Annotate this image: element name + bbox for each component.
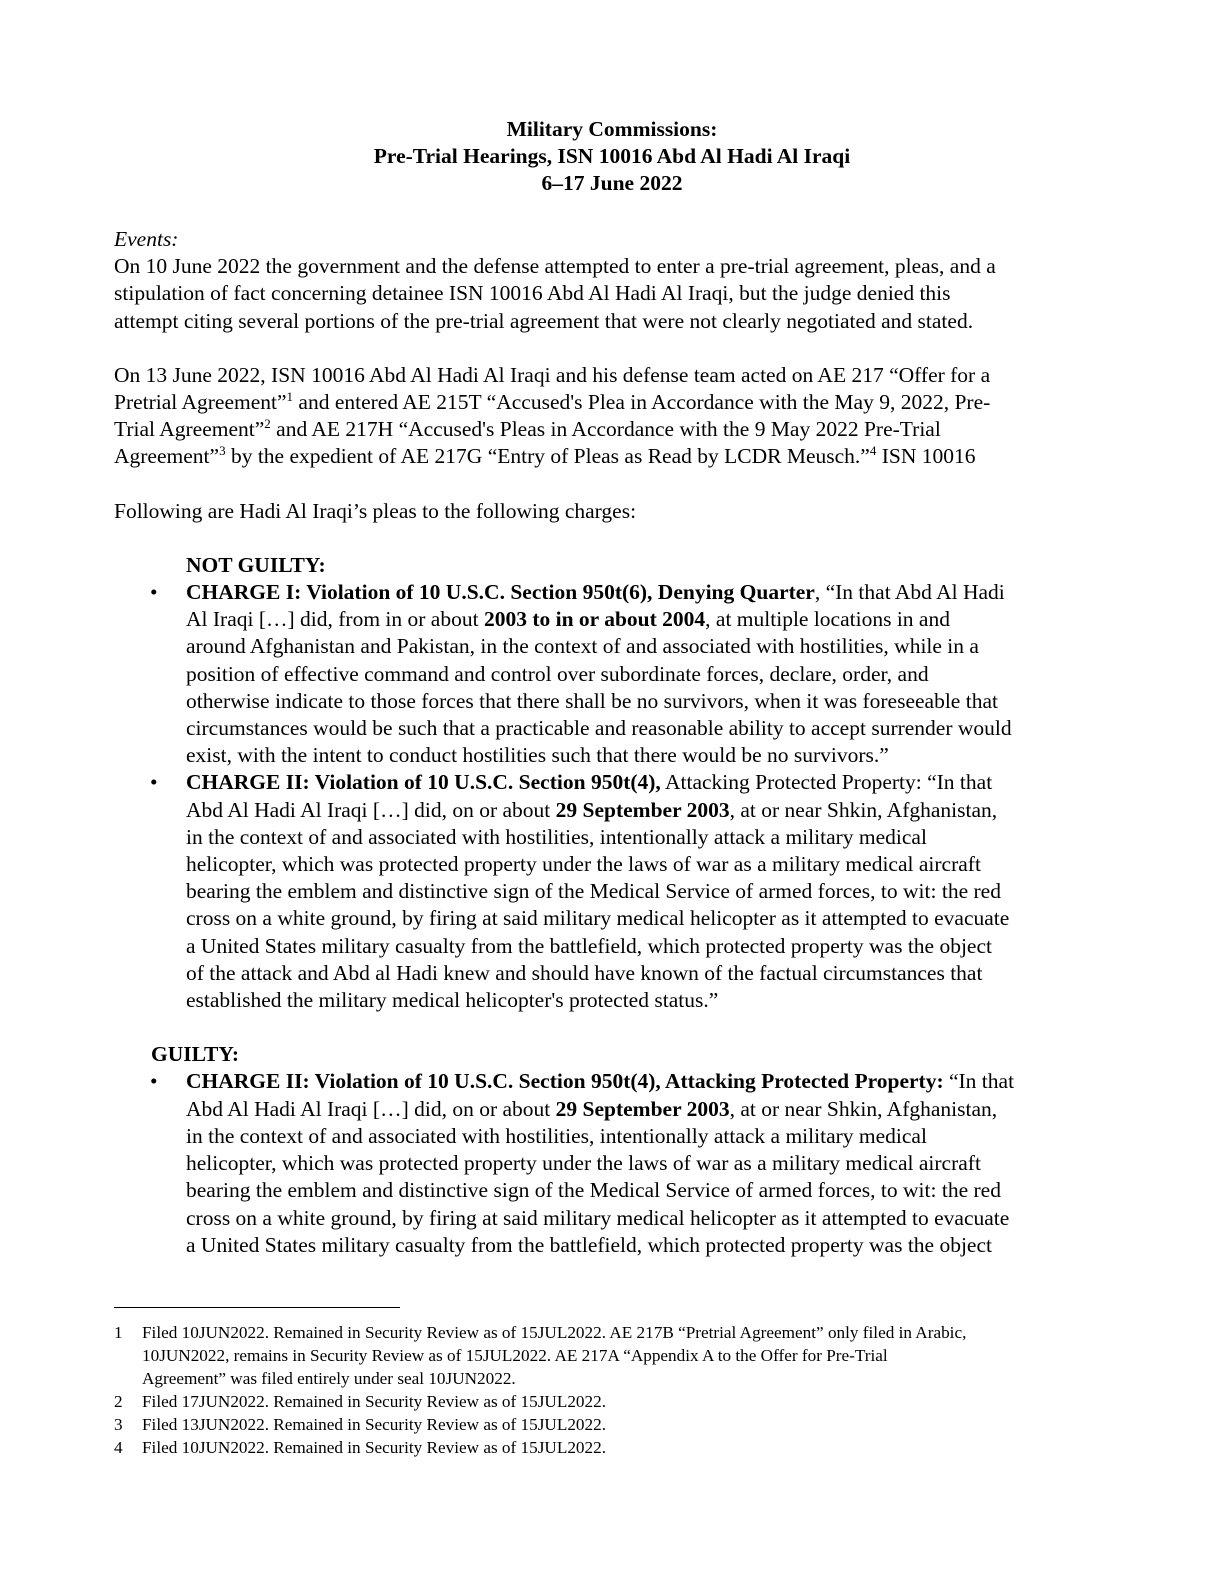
footnotes	[114, 1321, 1114, 1459]
footnote-number: 4	[114, 1438, 123, 1457]
text-line	[114, 389, 1114, 416]
not-guilty-heading: NOT GUILTY:	[186, 552, 326, 577]
text-line: otherwise indicate to those forces that there shall be no survivors, when it was foreseeable that	[186, 688, 998, 713]
text-line: On 13 June 2022, ISN 10016 Abd Al Hadi Al Iraqi and his defense team acted on AE 217 “Offer for a	[114, 362, 991, 387]
text-run: Attacking Protected Property: “In that	[660, 770, 993, 795]
text-line	[186, 1068, 1114, 1095]
title-line-3: 6–17 June 2022	[541, 171, 683, 195]
text-line: around Afghanistan and Pakistan, in the context of and associated with hostilities, while in a	[186, 634, 979, 659]
charge-title: CHARGE I: Violation of 10 U.S.C. Section 950t(6), Denying Quarter	[186, 580, 815, 605]
text-line: established the military medical helicopter's protected status.”	[186, 988, 719, 1013]
text-line: position of effective command and control over subordinate forces, declare, order, and	[186, 661, 929, 686]
text-line: helicopter, which was protected property under the laws of war as a military medical aircraft	[186, 852, 981, 877]
footnote-ref-3: 3	[219, 443, 226, 459]
text-line	[114, 443, 1114, 470]
guilty-heading: GUILTY:	[151, 1042, 240, 1067]
charge-item-attacking-protected-property	[114, 769, 1114, 1014]
text-run: Agreement”	[114, 444, 220, 469]
text-line: circumstances would be such that a practicable and reasonable ability to accept surrender would	[186, 716, 1012, 741]
title-line-2: Pre-Trial Hearings, ISN 10016 Abd Al Hadi Al Iraqi	[373, 144, 851, 168]
text-line	[114, 416, 1114, 443]
text-line	[186, 1096, 1114, 1123]
text-line: bearing the emblem and distinctive sign of the Medical Service of armed forces, to wit: the red	[186, 1178, 1001, 1203]
text-line: stipulation of fact concerning detainee ISN 10016 Abd Al Hadi Al Iraqi, but the judge denied this	[114, 281, 951, 306]
text-line: a United States military casualty from the battlefield, which protected property was the object	[186, 1232, 992, 1257]
text-line: attempt citing several portions of the pre-trial agreement that were not clearly negotiated and stated.	[114, 308, 974, 333]
document-body	[114, 226, 1114, 1259]
footnote-4	[114, 1436, 1114, 1459]
text-run: “In that	[943, 1069, 1015, 1094]
footnote-number: 1	[114, 1323, 123, 1342]
text-line: a United States military casualty from the battlefield, which protected property was the object	[186, 933, 992, 958]
footnote-ref-2: 2	[264, 416, 271, 432]
text-run: by the expedient of AE 217G “Entry of Pleas as Read by LCDR Meusch.”	[225, 444, 870, 469]
not-guilty-list	[114, 579, 1114, 1014]
text-line: cross on a white ground, by firing at said military medical helicopter as it attempted to evacuate	[186, 1205, 1010, 1230]
text-run: , “In that Abd Al Hadi	[814, 580, 1005, 605]
text-line	[186, 797, 1114, 824]
text-run: , at multiple locations in and	[705, 607, 950, 632]
events-label: Events:	[114, 227, 179, 251]
guilty-list	[114, 1068, 1114, 1258]
footnote-line: Filed 13JUN2022. Remained in Security Review as of 15JUL2022.	[142, 1415, 607, 1434]
text-run: Abd Al Hadi Al Iraqi […] did, on or about	[186, 1096, 556, 1121]
text-run: Al Iraqi […] did, from in or about	[186, 607, 484, 632]
charge-title: CHARGE II: Violation of 10 U.S.C. Section 950t(4), Attacking Protected Property:	[186, 1069, 944, 1094]
footnote-2	[114, 1390, 1114, 1413]
footnote-ref-1: 1	[286, 388, 294, 404]
text-line: helicopter, which was protected property under the laws of war as a military medical aircraft	[186, 1151, 981, 1176]
footnote-divider	[114, 1307, 400, 1308]
title-line-1: Military Commissions:	[506, 117, 718, 141]
bullet-icon: •	[150, 770, 158, 795]
footnote-ref-4: 4	[869, 443, 877, 459]
footnote-line: Filed 10JUN2022. Remained in Security Review as of 15JUL2022. AE 217B “Pretrial Agreement” only filed in Arabic,	[142, 1323, 967, 1342]
charge-dates: 2003 to in or about 2004	[483, 607, 706, 632]
text-line	[186, 769, 1114, 796]
footnote-number: 2	[114, 1392, 123, 1411]
footnote-line: Filed 17JUN2022. Remained in Security Review as of 15JUL2022.	[142, 1392, 607, 1411]
text-line: cross on a white ground, by firing at said military medical helicopter as it attempted to evacuate	[186, 906, 1010, 931]
text-run: Trial Agreement”	[114, 417, 265, 442]
text-run: and entered AE 215T “Accused's Plea in Accordance with the May 9, 2022, Pre-	[293, 390, 991, 415]
charge-date: 29 September 2003	[555, 1096, 730, 1121]
paragraph-following-pleas: Following are Hadi Al Iraqi’s pleas to the following charges:	[114, 498, 637, 523]
text-run: and AE 217H “Accused's Pleas in Accordance with the 9 May 2022 Pre-Trial	[270, 417, 941, 442]
text-line: in the context of and associated with hostilities, intentionally attack a military medical	[186, 824, 927, 849]
footnote-3	[114, 1413, 1114, 1436]
charge-item-attacking-protected-property	[114, 1068, 1114, 1258]
text-line	[186, 606, 1114, 633]
document-title	[0, 116, 1224, 197]
charge-item-denying-quarter	[114, 579, 1114, 769]
text-line: in the context of and associated with hostilities, intentionally attack a military medical	[186, 1123, 927, 1148]
footnote-line: Filed 10JUN2022. Remained in Security Review as of 15JUL2022.	[142, 1438, 607, 1457]
text-run: , at or near Shkin, Afghanistan,	[729, 1096, 998, 1121]
footnote-line: Agreement” was filed entirely under seal 10JUN2022.	[142, 1369, 516, 1388]
text-line: bearing the emblem and distinctive sign of the Medical Service of armed forces, to wit: the red	[186, 879, 1001, 904]
text-run: Pretrial Agreement”	[114, 390, 287, 415]
text-run: , at or near Shkin, Afghanistan,	[729, 797, 998, 822]
text-line: of the attack and Abd al Hadi knew and should have known of the factual circumstances that	[186, 960, 983, 985]
text-line: exist, with the intent to conduct hostilities such that there would be no survivors.”	[186, 743, 889, 768]
text-line	[186, 579, 1114, 606]
charge-title: CHARGE II: Violation of 10 U.S.C. Section 950t(4),	[186, 770, 661, 795]
text-run: ISN 10016	[876, 444, 976, 469]
footnote-line: 10JUN2022, remains in Security Review as of 15JUL2022. AE 217A “Appendix A to the Offer for Pre-Trial	[142, 1346, 888, 1365]
paragraph-pleas-entered	[114, 362, 1114, 471]
paragraph-attempted-agreement	[114, 253, 1114, 335]
charge-date: 29 September 2003	[555, 797, 730, 822]
bullet-icon: •	[150, 580, 158, 605]
text-line: On 10 June 2022 the government and the defense attempted to enter a pre-trial agreement, pleas, and a	[114, 254, 996, 279]
footnote-number: 3	[114, 1415, 123, 1434]
bullet-icon: •	[150, 1069, 158, 1094]
footnote-1	[114, 1321, 1114, 1390]
text-run: Abd Al Hadi Al Iraqi […] did, on or about	[186, 797, 556, 822]
